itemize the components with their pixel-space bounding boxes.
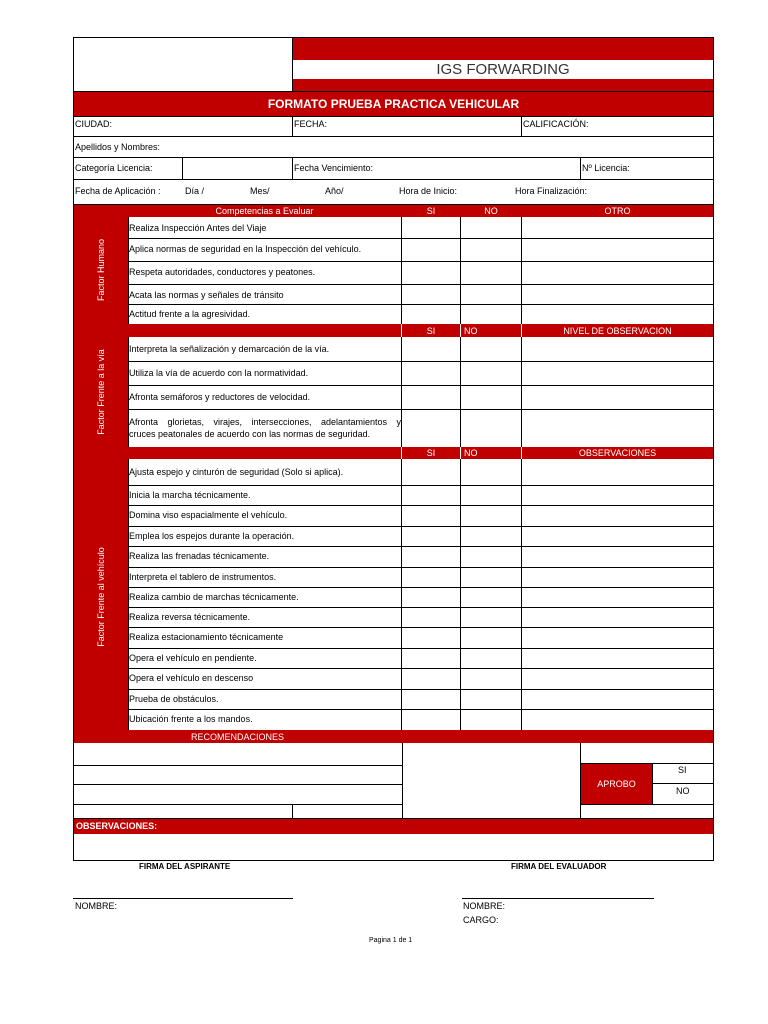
anio-label: Año/	[325, 186, 344, 196]
company-banner-bottom	[293, 79, 713, 91]
nombre-right: NOMBRE:	[463, 901, 506, 911]
company-name: IGS FORWARDING	[436, 61, 570, 78]
col-si: SI	[426, 448, 436, 458]
recomendaciones-label: RECOMENDACIONES	[190, 732, 284, 742]
fecha-label: FECHA:	[294, 119, 328, 129]
page-number: Pagina 1 de 1	[369, 937, 413, 944]
col-no: NO	[484, 206, 498, 216]
s1-item: Acata las normas y señales de tránsito	[129, 290, 284, 300]
col-competencias: Competencias a Evaluar	[215, 206, 314, 216]
categoria-label: Categoría Licencia:	[75, 163, 153, 173]
licencia-label: Nº Licencia:	[582, 163, 630, 173]
section1-label: Factor Humano	[96, 238, 106, 302]
col-nivel-observacion: NIVEL DE OBSERVACION	[563, 326, 672, 336]
hora-fin-label: Hora Finalización:	[515, 186, 588, 196]
col-no: NO	[464, 326, 478, 336]
signature-line-left	[73, 898, 293, 899]
s2-item: Afronta glorietas, virajes, intersecciones, adelantamientos y	[129, 417, 401, 427]
s3-item: Realiza reversa técnicamente.	[129, 612, 251, 622]
s2-item: Afronta semáforos y reductores de velocidad.	[129, 392, 311, 402]
signature-line-right	[462, 898, 654, 899]
firma-aspirante: FIRMA DEL ASPIRANTE	[139, 862, 231, 871]
firma-evaluador: FIRMA DEL EVALUADOR	[511, 862, 607, 871]
col-no: NO	[464, 448, 478, 458]
s2-item: Interpreta la señalización y demarcación de la vía.	[129, 344, 330, 354]
aplicacion-label: Fecha de Aplicación :	[75, 186, 161, 196]
s3-item: Inicia la marcha técnicamente.	[129, 490, 251, 500]
s3-item: Ajusta espejo y cinturón de seguridad (Solo si aplica).	[129, 467, 344, 477]
s3-item: Opera el vehículo en pendiente.	[129, 653, 257, 663]
aprobo-label: APROBO	[597, 779, 636, 789]
section2-label: Factor Frente a la vía	[96, 349, 106, 435]
s3-item: Ubicación frente a los mandos.	[129, 714, 253, 724]
col-observaciones: OBSERVACIONES	[578, 448, 657, 458]
observaciones-bar	[74, 819, 713, 834]
col-si: SI	[426, 206, 436, 216]
s2-item: Utiliza la vía de acuerdo con la normatividad.	[129, 368, 309, 378]
s3-item: Emplea los espejos durante la operación.	[129, 531, 295, 541]
s3-item: Realiza las frenadas técnicamente.	[129, 551, 270, 561]
s1-item: Respeta autoridades, conductores y peatones.	[129, 267, 316, 277]
aprobo-no: NO	[676, 786, 690, 796]
section3-label: Factor Frente al vehículo	[96, 547, 106, 647]
s3-item: Realiza cambio de marchas técnicamente.	[129, 592, 299, 602]
hora-inicio-label: Hora de Inicio:	[399, 186, 458, 196]
s3-item: Interpreta el tablero de instrumentos.	[129, 572, 277, 582]
ciudad-label: CIUDAD:	[75, 119, 113, 129]
vencimiento-label: Fecha Vencimiento:	[294, 163, 374, 173]
s1-item: Aplica normas de seguridad en la Inspección del vehículo.	[129, 244, 362, 254]
s1-item: Actitud frente a la agresividad.	[129, 309, 251, 319]
s3-item: Domina viso espacialmente el vehículo.	[129, 510, 288, 520]
apellidos-label: Apellidos y Nombres:	[75, 142, 161, 152]
observaciones-label: OBSERVACIONES:	[76, 821, 158, 831]
company-banner-top	[293, 38, 713, 60]
s3-item: Realiza estacionamiento técnicamente	[129, 632, 284, 642]
form-title: FORMATO PRUEBA PRACTICA VEHICULAR	[74, 92, 713, 116]
s1-item: Realiza Inspección Antes del Viaje	[129, 223, 267, 233]
aprobo-si: SI	[678, 765, 687, 775]
s3-item: Prueba de obstáculos.	[129, 694, 219, 704]
col-otro: OTRO	[604, 206, 631, 216]
mes-label: Mes/	[250, 186, 270, 196]
dia-label: Día /	[185, 186, 205, 196]
calificacion-label: CALIFICACIÓN:	[523, 119, 589, 129]
nombre-left: NOMBRE:	[75, 901, 118, 911]
cargo: CARGO:	[463, 915, 499, 925]
col-si: SI	[426, 326, 436, 336]
s2-item: cruces peatonales de acuerdo con las normas de seguridad.	[129, 429, 371, 439]
s3-item: Opera el vehículo en descenso	[129, 673, 254, 683]
